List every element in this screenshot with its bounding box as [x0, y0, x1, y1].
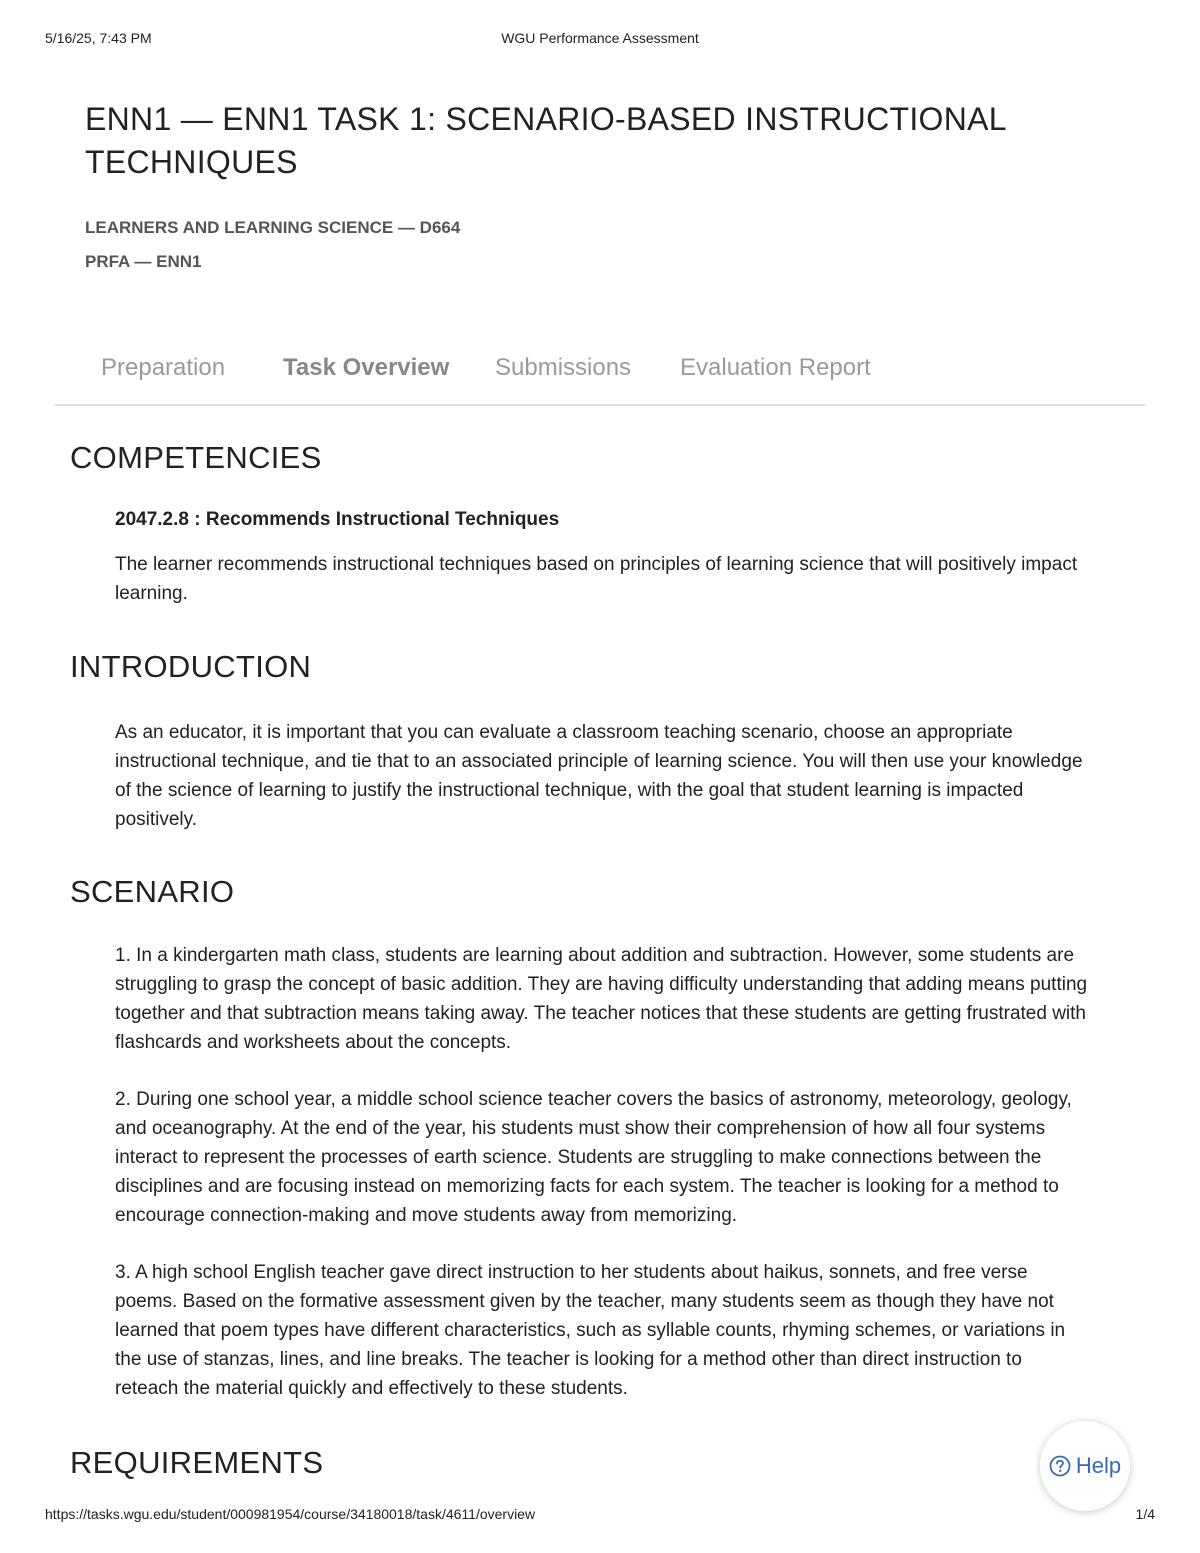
- help-label: Help: [1075, 1453, 1122, 1478]
- print-datetime: 5/16/25, 7:43 PM: [45, 30, 152, 46]
- tab-evaluation-report[interactable]: Evaluation Report: [680, 354, 871, 381]
- competency-code: 2047.2.8 : Recommends Instructional Techniques: [115, 509, 560, 530]
- scenario-item: 2. During one school year, a middle school science teacher covers the basics of astronomy, meteorology, geology, and oceanography. At the end of the year, his students must show their comprehension of how all four systems interact to represent the processes of earth science. Students are struggling to make connections between the disciplines and are focusing instead on memorizing facts for each system. The teacher is looking for a method to encourage connection-making and move students away from memorizing.: [115, 1089, 1072, 1226]
- scenario-item: 3. A high school English teacher gave direct instruction to her students about haikus, sonnets, and free verse poems. Based on the formative assessment given by the teacher, many students seem as though they have not learned that poem types have different characteristics, such as syllable counts, rhyming schemes, or variations in the use of stanzas, lines, and line breaks. The teacher is looking for a method other than direct instruction to reteach the material quickly and effectively to these students.: [115, 1262, 1066, 1399]
- task-tabs: [55, 342, 1145, 406]
- competency-description: The learner recommends instructional techniques based on principles of learning science that will positively impact learning.: [115, 554, 1078, 604]
- assessment-subtitle: PRFA — ENN1: [85, 252, 202, 271]
- tab-task-overview[interactable]: Task Overview: [283, 354, 450, 381]
- help-button[interactable]: [1040, 1421, 1130, 1511]
- scenario-heading: SCENARIO: [70, 874, 235, 909]
- print-header: [45, 30, 1155, 50]
- tab-preparation[interactable]: Preparation: [101, 354, 226, 381]
- print-url: https://tasks.wgu.edu/student/000981954/course/34180018/task/4611/overview: [45, 1506, 536, 1522]
- tab-submissions[interactable]: Submissions: [495, 354, 632, 381]
- requirements-heading: REQUIREMENTS: [70, 1445, 324, 1480]
- scenario-item: 1. In a kindergarten math class, students are learning about addition and subtraction. However, some students are struggling to grasp the concept of basic addition. They are having difficulty understanding that adding means putting together and that subtraction means taking away. The teacher notices that these students are getting frustrated with flashcards and worksheets about the concepts.: [115, 945, 1088, 1053]
- question-circle-icon: [1049, 1455, 1071, 1477]
- course-subtitle: LEARNERS AND LEARNING SCIENCE — D664: [85, 218, 461, 237]
- print-footer: [45, 1506, 1155, 1526]
- print-document-title: WGU Performance Assessment: [501, 30, 699, 46]
- competencies-heading: COMPETENCIES: [70, 440, 322, 475]
- introduction-text: As an educator, it is important that you can evaluate a classroom teaching scenario, choose an appropriate instructional technique, and tie that to an associated principle of learning science. You will then use your knowledge of the science of learning to justify the instructional technique, with the goal that student learning is impacted positively.: [115, 722, 1083, 830]
- introduction-heading: INTRODUCTION: [70, 649, 312, 684]
- print-page-number: 1/4: [1135, 1506, 1155, 1522]
- page-title: ENN1 — ENN1 TASK 1: SCENARIO-BASED INSTRUCTIONAL TECHNIQUES: [85, 101, 1006, 180]
